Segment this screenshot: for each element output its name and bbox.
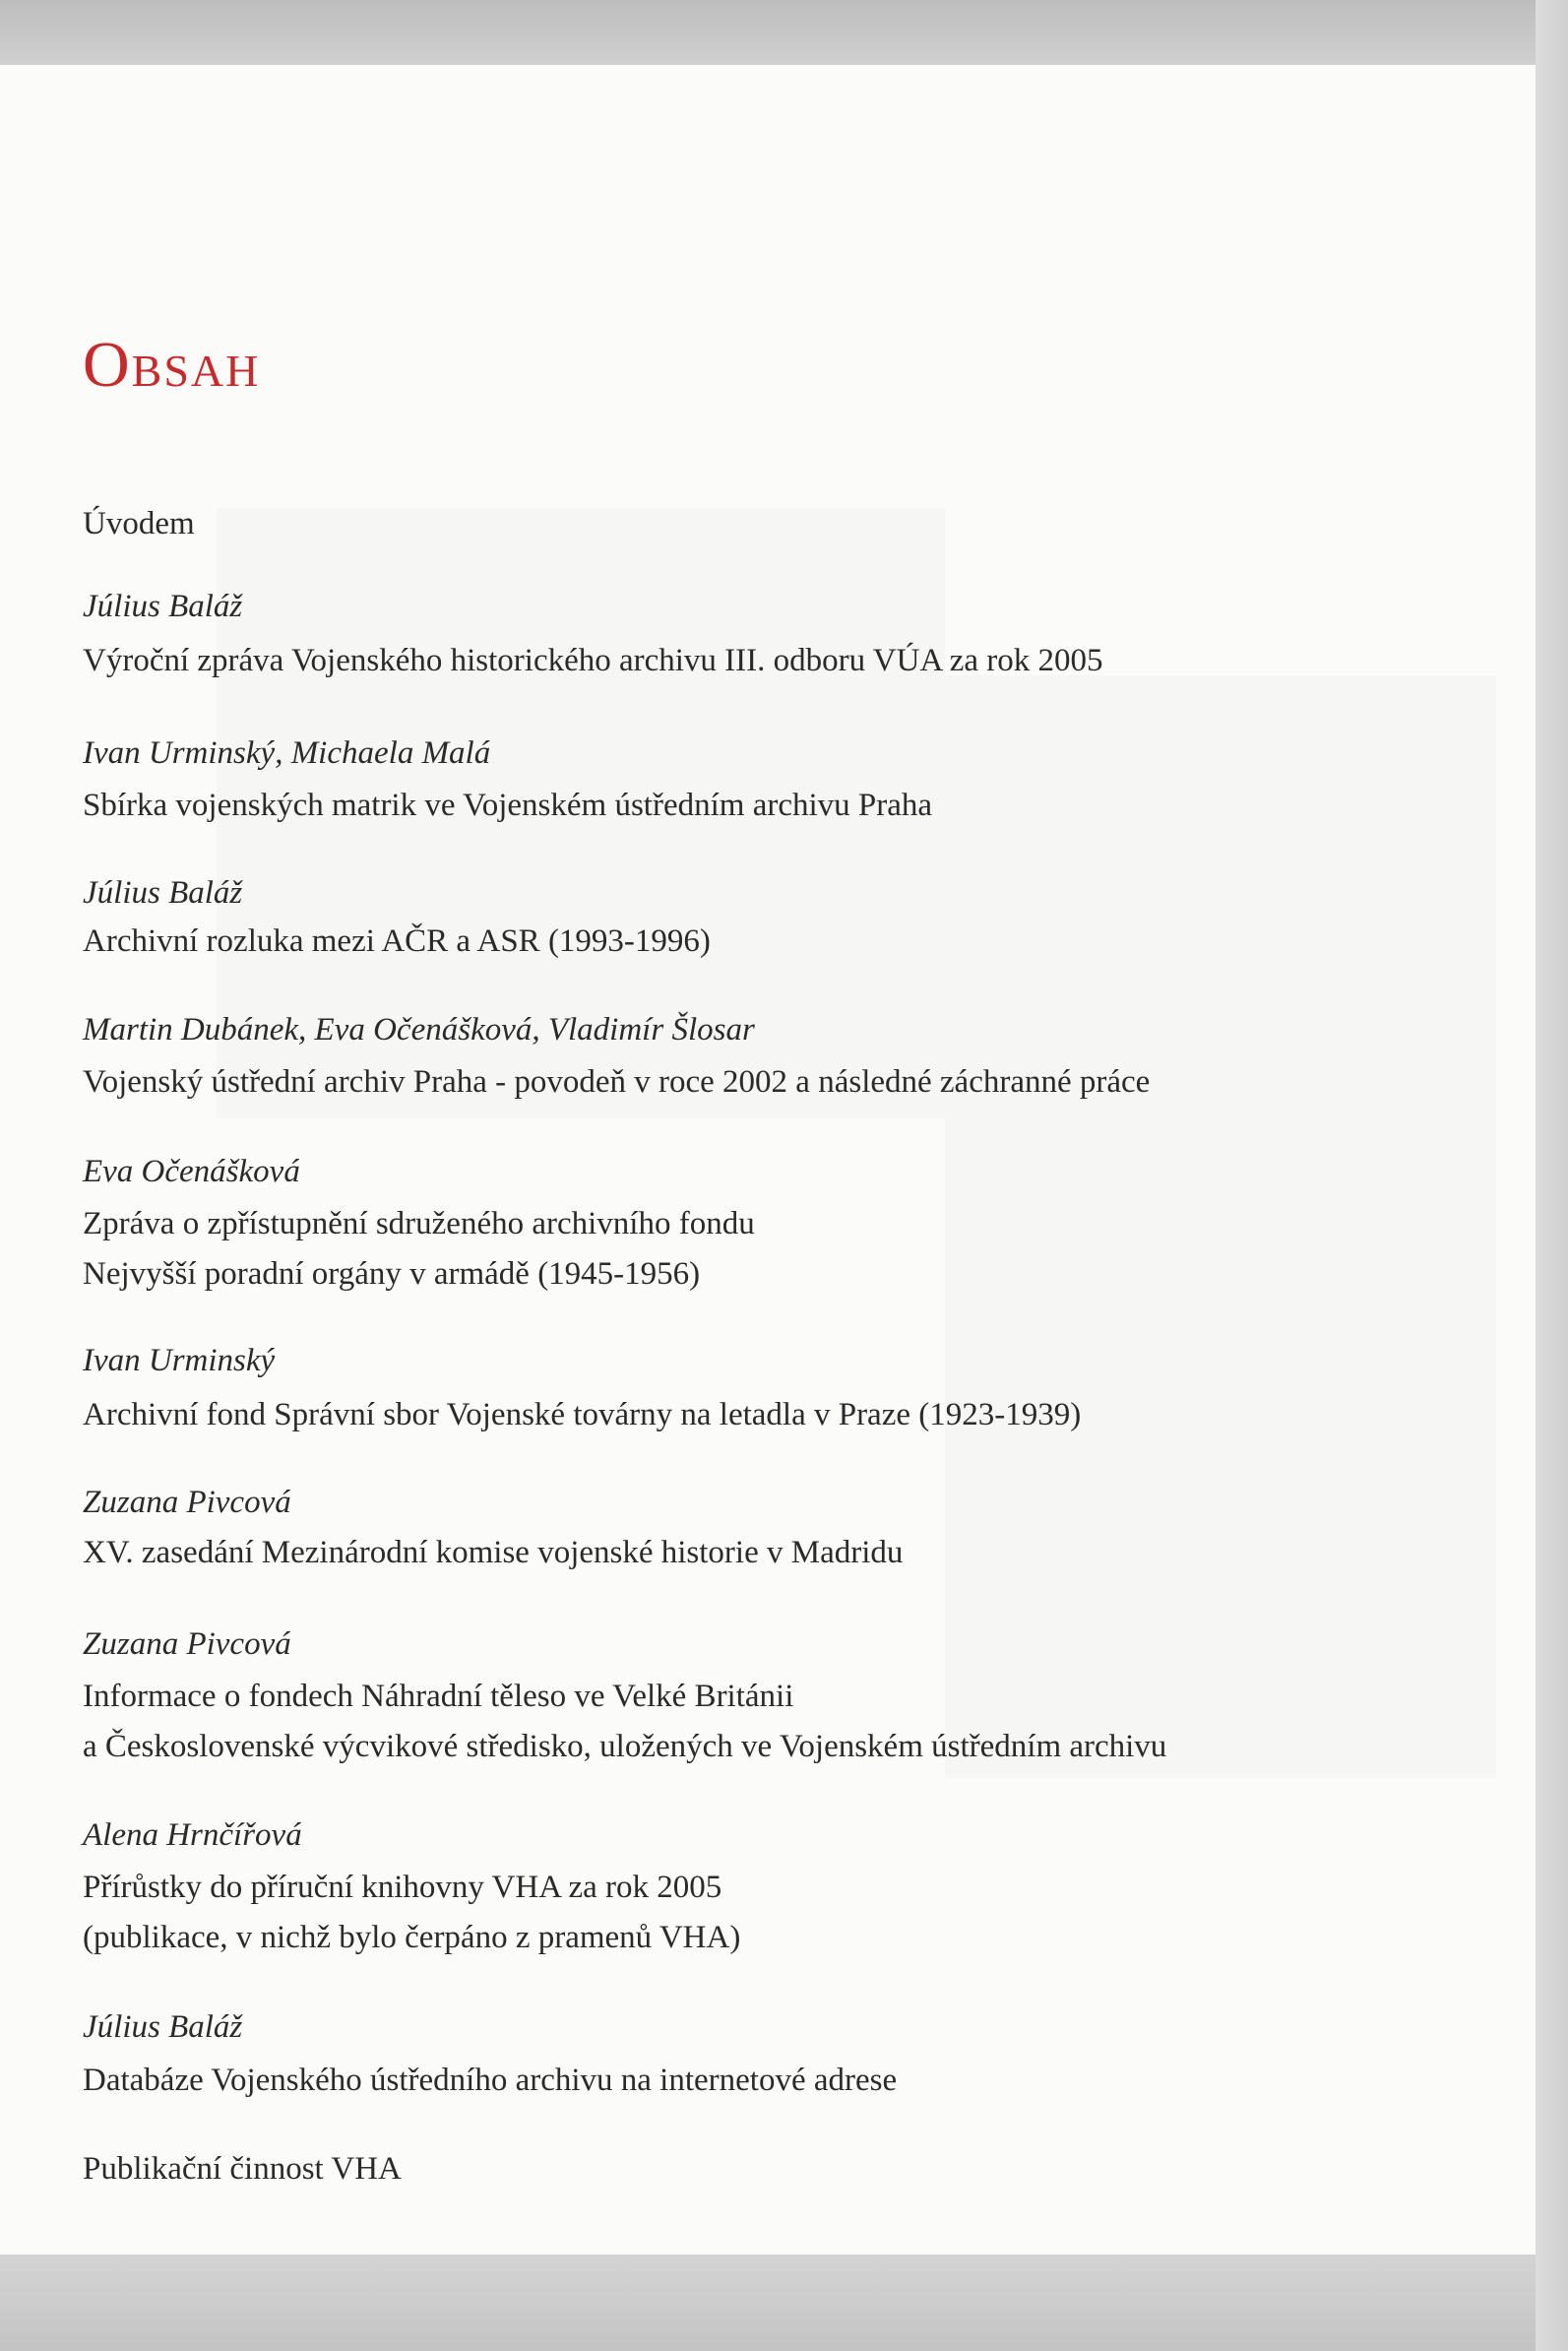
toc-author: Alena Hrnčířová [83,1817,302,1853]
scan-bottom-margin [0,2255,1568,2351]
toc-title-line: Nejvyšší poradní orgány v armádě (1945-1956) [83,1256,701,1292]
toc-title-line: Sbírka vojenských matrik ve Vojenském ústředním archivu Praha [83,788,933,823]
toc-author: Július Baláž [83,875,243,911]
scan-right-edge [1536,0,1568,2351]
toc-title-line: Informace o fondech Náhradní těleso ve Velké Británii [83,1679,794,1714]
toc-title-line: Publikační činnost VHA [83,2151,402,2187]
toc-author: Július Baláž [83,589,243,624]
toc-title-line: Archivní rozluka mezi AČR a ASR (1993-1996) [83,923,711,959]
scan-top-margin [0,0,1568,65]
toc-title-line: Databáze Vojenského ústředního archivu na internetové adrese [83,2063,898,2098]
toc-author: Ivan Urminský, Michaela Malá [83,735,491,771]
toc-author: Eva Očenášková [83,1154,300,1189]
toc-title-line: a Československé výcvikové středisko, uložených ve Vojenském ústředním archivu [83,1729,1167,1764]
toc-title-line: Vojenský ústřední archiv Praha - povodeň v roce 2002 a následné záchranné práce [83,1064,1151,1100]
toc-title-line: Archivní fond Správní sbor Vojenské továrny na letadla v Praze (1923-1939) [83,1397,1082,1432]
toc-author: Zuzana Pivcová [83,1485,291,1520]
toc-title-line: (publikace, v nichž bylo čerpáno z pramenů VHA) [83,1920,741,1955]
toc-title-line: Úvodem [83,506,195,541]
toc-author: Zuzana Pivcová [83,1626,291,1662]
toc-title-line: Přírůstky do příruční knihovny VHA za rok 2005 [83,1870,722,1905]
show-through-shading [945,675,1496,1778]
toc-author: Martin Dubánek, Eva Očenášková, Vladimír Šlosar [83,1012,755,1048]
toc-author: Július Baláž [83,2009,243,2045]
toc-title-line: XV. zasedání Mezinárodní komise vojenské historie v Madridu [83,1535,904,1570]
toc-author: Ivan Urminský [83,1343,276,1378]
toc-title-line: Zpráva o zpřístupnění sdruženého archivního fondu [83,1206,755,1241]
toc-title-line: Výroční zpráva Vojenského historického archivu III. odboru VÚA za rok 2005 [83,643,1103,678]
page-title: Obsah [83,329,261,401]
